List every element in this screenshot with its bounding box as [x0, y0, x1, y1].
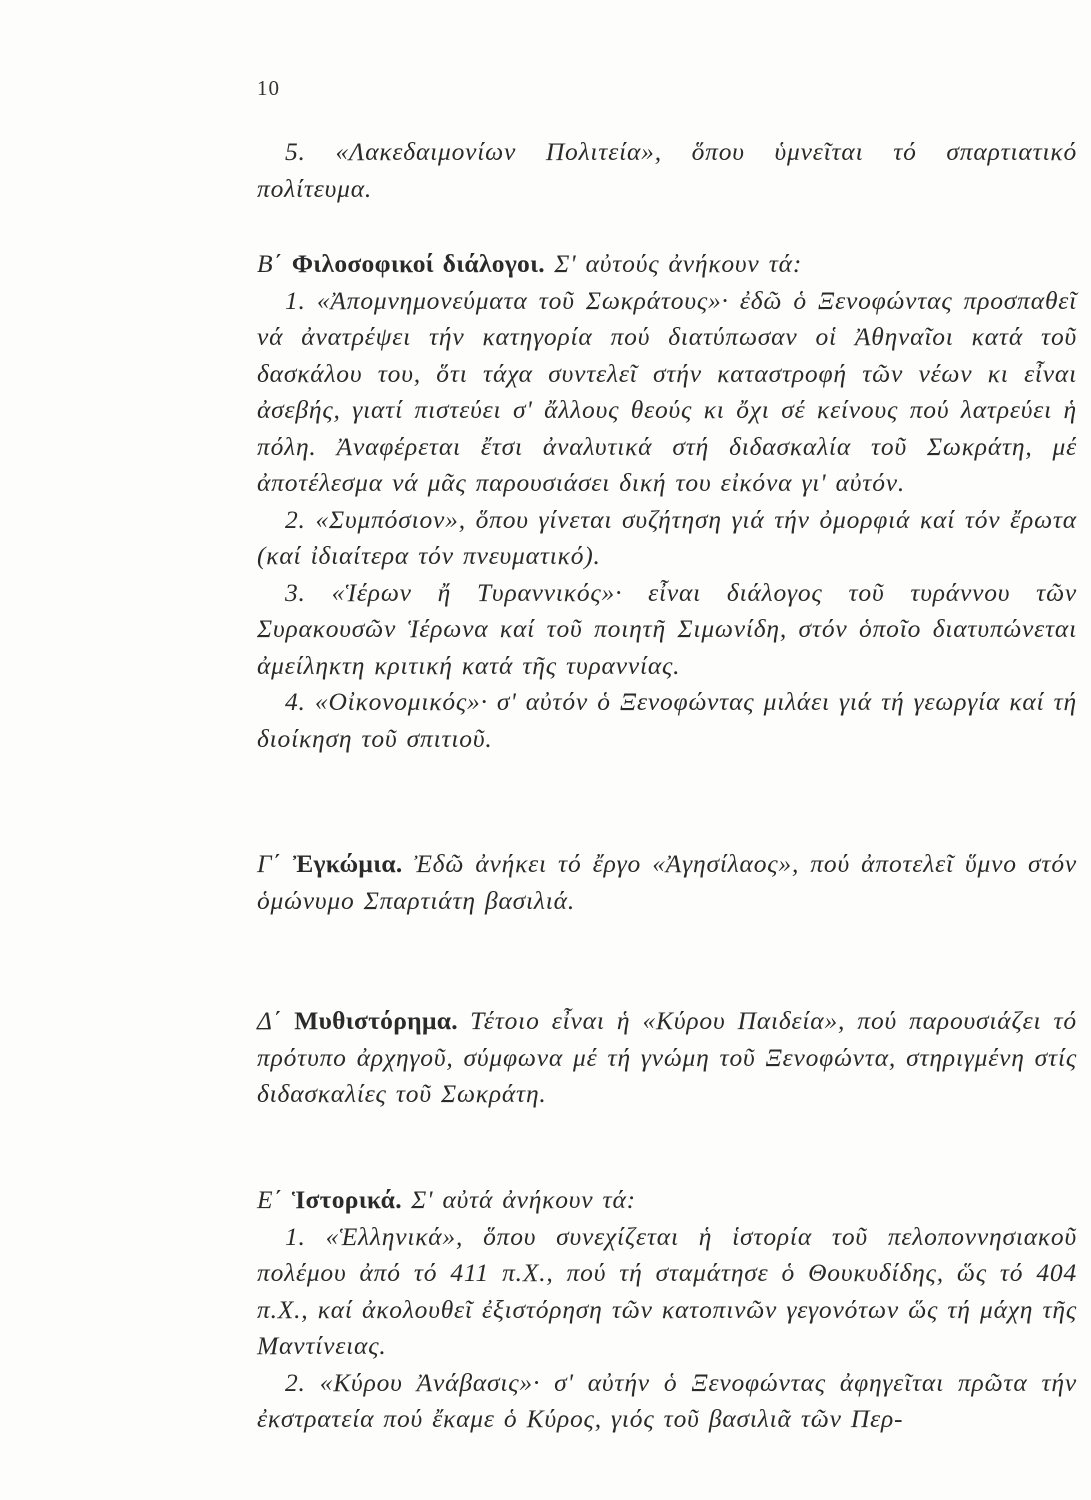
- section-b-item-2: 2. «Συμπόσιον», ὅπου γίνεται συζήτηση γιά τήν ὀμορφιά καί τόν ἔρωτα (καί ἰδιαίτερα τόν πνευματικό).: [257, 504, 1077, 570]
- section-e-title: Ἱστορικά.: [291, 1185, 402, 1214]
- page-number: 10: [257, 76, 280, 100]
- item-5-block: [257, 134, 1077, 207]
- section-d-paragraph: [257, 1003, 1077, 1113]
- section-e-item-1: 1. «Ἑλληνικά», ὅπου συνεχίζεται ἡ ἱστορία τοῦ πελοποννησιακοῦ πολέμου ἀπό τό 411 π.Χ., πού τή σταμάτησε ὁ Θουκυδίδης, ὥς τό 404 π.Χ., καί ἀκολουθεῖ ἐξιστόρηση τῶν κατοπινῶν γεγονότων ὥς τή μάχη τῆς Μαντίνειας.: [257, 1221, 1077, 1360]
- section-b-title: Φιλοσοφικοί διάλογοι.: [291, 249, 545, 278]
- section-d-letter: Δ΄: [257, 1006, 283, 1035]
- section-e-heading-line: [257, 1182, 1077, 1219]
- section-b-item-1: 1. «Ἀπομνημονεύματα τοῦ Σωκράτους»· ἐδῶ ὁ Ξενοφώντας προσπαθεῖ νά ἀνατρέψει τήν κατηγορία πού διατύπωσαν οἱ Ἀθηναῖοι κατά τοῦ δασκάλου του, ὅτι τάχα συντελεῖ στήν καταστροφή τῶν νέων κι εἶναι ἀσεβής, γιατί πιστεύει σ' ἄλλους θεούς κι ὄχι σέ κείνους πού λατρεύει ἡ πόλη. Ἀναφέρεται ἔτσι ἀναλυτικά στή διδασκαλία τοῦ Σωκράτη, μέ ἀποτέλεσμα νά μᾶς παρουσιάσει δική του εἰκόνα γι' αὐτόν.: [257, 285, 1077, 497]
- section-g-paragraph: [257, 846, 1077, 919]
- section-g-letter: Γ΄: [257, 849, 282, 878]
- section-b-item-3: 3. «Ἱέρων ἤ Τυραννικός»· εἶναι διάλογος τοῦ τυράννου τῶν Συρακουσῶν Ἱέρωνα καί τοῦ ποιητῆ Σιμωνίδη, στόν ὁποῖο διατυπώνεται ἀμείληκτη κριτική κατά τῆς τυραννίας.: [257, 577, 1077, 680]
- section-d: [257, 1003, 1077, 1113]
- section-b: [257, 246, 1077, 757]
- section-g-title: Ἐγκώμια.: [292, 849, 403, 878]
- section-d-title: Μυθιστόρημα.: [294, 1006, 458, 1035]
- section-d-text: Τέτοιο εἶναι ἡ «Κύρου Παιδεία», πού παρουσιάζει τό πρότυπο ἀρχηγοῦ, σύμφωνα μέ τή γνώμη τοῦ Ξενοφώντα, στηριγμένη στίς διδασκαλίες τοῦ Σωκράτη.: [257, 1006, 1077, 1108]
- section-g-text: Ἐδῶ ἀνήκει τό ἔργο «Ἀγησίλαος», πού ἀποτελεῖ ὕμνο στόν ὁμώνυμο Σπαρτιάτη βασιλιά.: [257, 849, 1077, 915]
- section-e-item-2: 2. «Κύρου Ἀνάβασις»· σ' αὐτήν ὁ Ξενοφώντας ἀφηγεῖται πρῶτα τήν ἐκστρατεία πού ἔκαμε ὁ Κύρος, γιός τοῦ βασιλιᾶ τῶν Περ-: [257, 1367, 1077, 1433]
- section-e: [257, 1182, 1077, 1438]
- section-b-heading-line: [257, 246, 1077, 283]
- section-b-letter: Β΄: [257, 249, 283, 278]
- section-b-intro: Σ' αὐτούς ἀνήκουν τά:: [554, 249, 803, 278]
- section-e-intro: Σ' αὐτά ἀνήκουν τά:: [411, 1185, 636, 1214]
- section-b-item-4: 4. «Οἰκονομικός»· σ' αὐτόν ὁ Ξενοφώντας μιλάει γιά τή γεωργία καί τή διοίκηση τοῦ σπιτιοῦ.: [257, 687, 1077, 753]
- section-g: [257, 846, 1077, 919]
- section-e-letter: Ε΄: [257, 1185, 283, 1214]
- item-5-text: 5. «Λακεδαιμονίων Πολιτεία», ὅπου ὑμνεῖται τό σπαρτιατικό πολίτευμα.: [257, 137, 1077, 203]
